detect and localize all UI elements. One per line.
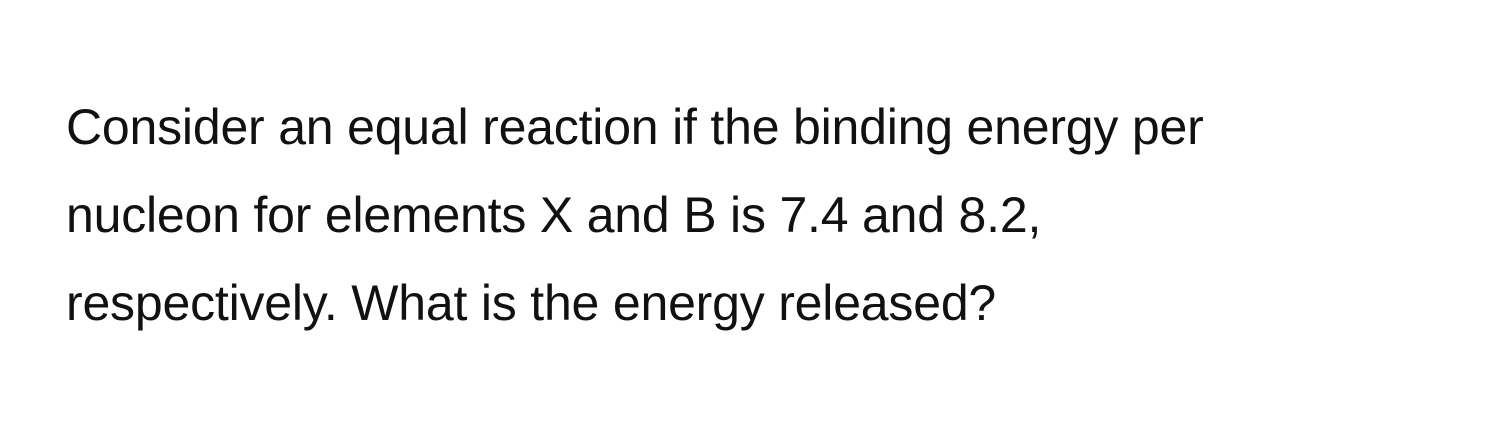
question-line-3: respectively. What is the energy released? bbox=[66, 275, 997, 331]
question-line-2: nucleon for elements X and B is 7.4 and 8.2, bbox=[66, 187, 1042, 243]
question-text bbox=[66, 83, 1466, 347]
question-line-1: Consider an equal reaction if the binding energy per bbox=[66, 99, 1204, 155]
